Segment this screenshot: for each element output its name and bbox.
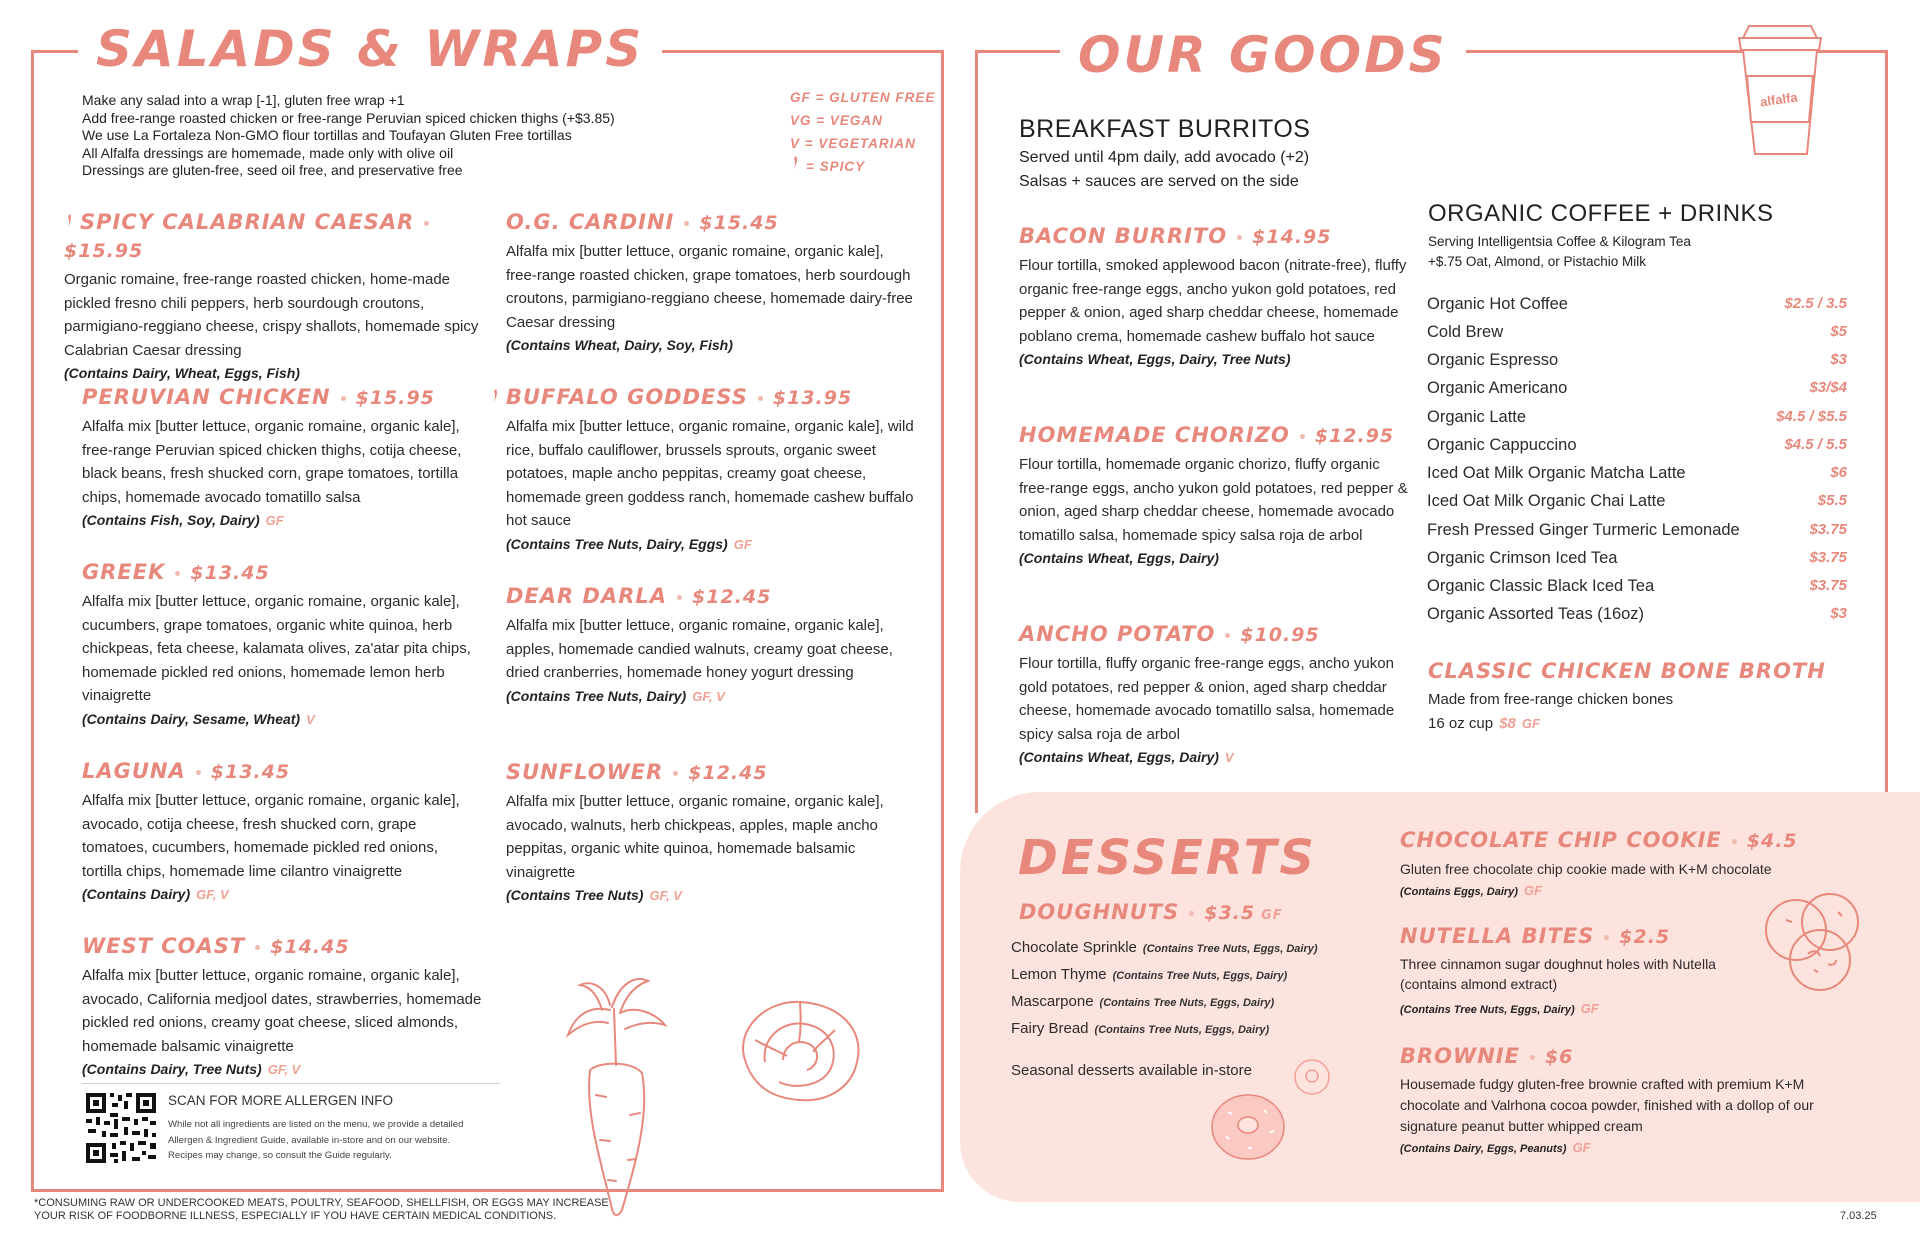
diet-tag: GF (1572, 1140, 1591, 1155)
doughnut-flavor (1011, 938, 1318, 959)
item-description: Gluten free chocolate chip cookie made with K+M chocolate (1400, 861, 1772, 877)
drink-price: $3.75 (1809, 549, 1847, 566)
intro-line: Add free-range roasted chicken or free-range Peruvian spiced chicken thighs (+$3.85) (82, 109, 615, 126)
separator-dot (175, 571, 180, 576)
drink-name: Organic Hot Coffee (1427, 295, 1568, 313)
drink-price: $3.75 (1809, 577, 1847, 594)
menu-item (82, 757, 482, 906)
item-name (82, 558, 482, 587)
menu-item (1400, 826, 1860, 903)
menu-item (506, 758, 916, 907)
legend-vg: VG = VEGAN (790, 113, 883, 128)
drink-price: $2.5 / 3.5 (1784, 295, 1847, 312)
item-title: BUFFALO GODDESS (506, 385, 748, 409)
chili-icon (490, 388, 500, 406)
item-allergens: (Contains Dairy, Sesame, Wheat) (82, 710, 301, 727)
item-price: $8 (1499, 714, 1516, 732)
item-description: Alfalfa mix [butter lettuce, organic romaine, organic kale], avocado, cotija cheese, fresh shucked corn, grape tomatoes, cucumbers, homemade pickled red onions, tortilla chips, homemade lime cilantro vinaigrette (82, 792, 460, 880)
cup-logo: alfalfa (1759, 89, 1799, 110)
item-name (82, 757, 482, 786)
flavor-allergens: (Contains Tree Nuts, Eggs, Dairy) (1099, 997, 1275, 1009)
drink-row (1427, 346, 1847, 374)
drink-name: Organic Americano (1427, 379, 1568, 397)
item-allergens: (Contains Tree Nuts, Dairy, Eggs) (506, 535, 728, 552)
drink-name: Organic Crimson Iced Tea (1427, 549, 1618, 567)
diet-tag: GF (1261, 908, 1283, 923)
item-description: Alfalfa mix [butter lettuce, organic romaine, organic kale], apples, homemade candied walnuts, creamy goat cheese, dried cranberries, homemade honey yogurt dressing (506, 617, 893, 681)
item-price: $6 (1544, 1046, 1574, 1068)
drink-name: Fresh Pressed Ginger Turmeric Lemonade (1427, 521, 1740, 539)
menu-item (1019, 421, 1414, 569)
item-price: $13.95 (772, 387, 853, 409)
item-title: BROWNIE (1400, 1044, 1520, 1068)
item-price: $15.95 (355, 387, 435, 409)
item-description: Made from free-range chicken bones (1428, 691, 1674, 708)
item-description: Flour tortilla, smoked applewood bacon (nitrate-free), fluffy organic free-range eggs, ancho yukon gold potatoes, red pepper & onion, aged sharp cheddar cheese, homemade poblano crema, homemade cashew buffalo hot sauce (1019, 257, 1407, 345)
item-allergens-line (1400, 1137, 1860, 1160)
item-allergens: (Contains Wheat, Eggs, Dairy, Tree Nuts) (1019, 351, 1291, 367)
separator-dot (1530, 1055, 1535, 1060)
drink-price: $3 (1830, 351, 1847, 368)
item-allergens: (Contains Wheat, Dairy, Soy, Fish) (506, 337, 733, 353)
legend-gf: GF = GLUTEN FREE (790, 90, 936, 105)
menu-item (82, 932, 482, 1081)
donut-outline-illustration (1292, 1057, 1332, 1097)
item-name (1019, 620, 1414, 649)
drink-row (1427, 459, 1847, 487)
separator-dot (1300, 434, 1305, 439)
item-allergens: (Contains Fish, Soy, Dairy) (82, 512, 260, 528)
drink-row (1427, 600, 1847, 628)
item-price: $12.45 (692, 586, 772, 608)
drink-row (1427, 403, 1847, 431)
diet-tag: GF, V (267, 1062, 301, 1077)
item-allergens-line (1400, 880, 1860, 903)
doughnut-flavor (1011, 965, 1287, 986)
separator-dot (424, 221, 429, 226)
diet-tag: GF (733, 536, 752, 552)
salads-intro (82, 92, 782, 180)
menu-item (1019, 620, 1414, 769)
drink-row (1427, 318, 1847, 346)
item-name (1400, 922, 1740, 951)
item-allergens: (Contains Wheat, Eggs, Dairy) (1019, 749, 1219, 765)
separator-dot (1732, 839, 1737, 844)
item-title: PERUVIAN CHICKEN (82, 385, 331, 409)
item-description: Three cinnamon sugar doughnut holes with Nutella (contains almond extract) (1400, 956, 1716, 992)
doughnuts-header (1019, 898, 1429, 930)
menu-item (1400, 922, 1740, 1021)
scan-text: While not all ingredients are listed on the menu, we provide a detailed Allergen & Ingredient Guide, available in-store and on our website. Recipes may change, so consult the Guide regularly. (168, 1119, 464, 1161)
drink-row (1427, 290, 1847, 318)
coffee-subtitle: +$.75 Oat, Almond, or Pistachio Milk (1428, 254, 1646, 269)
salads-title: SALADS & WRAPS (78, 24, 662, 74)
menu-item (1019, 222, 1414, 370)
diet-tag: GF (265, 513, 284, 528)
burritos-heading: BREAKFAST BURRITOS (1019, 115, 1311, 143)
diet-tag: GF, V (649, 888, 682, 903)
drink-row (1427, 374, 1847, 402)
item-title: CHOCOLATE CHIP COOKIE (1400, 828, 1722, 852)
item-price: $12.45 (688, 762, 768, 784)
item-name (1400, 826, 1860, 855)
item-description: Organic romaine, free-range roasted chicken, home-made pickled fresno chili peppers, herb sourdough croutons, parmigiano-reggiano cheese, crispy shallots, homemade spicy Calabrian Caesar dressing (64, 271, 479, 359)
separator-dot (1225, 633, 1230, 638)
drink-price: $3/$4 (1809, 379, 1847, 396)
drink-name: Cold Brew (1427, 323, 1504, 341)
item-description: Housemade fudgy gluten-free brownie crafted with premium K+M chocolate and Valrhona cocoa powder, finished with a dollop of our signature peanut butter whipped cream (1400, 1076, 1814, 1134)
item-name (1019, 898, 1429, 930)
burritos-subtitle: Served until 4pm daily, add avocado (+2) (1019, 149, 1310, 166)
item-description: Alfalfa mix [butter lettuce, organic romaine, organic kale], wild rice, buffalo cauliflower, brussels sprouts, organic sweet potatoes, maple ancho peppitas, creamy goat cheese, homemade green goddess ranch, homemade cashew buffalo hot sauce (506, 418, 914, 529)
doughnut-flavor (1011, 992, 1274, 1013)
drink-row (1427, 487, 1847, 515)
item-description: Alfalfa mix [butter lettuce, organic romaine, organic kale], cucumbers, grape tomatoes, organic white quinoa, herb chickpeas, feta cheese, kalamata olives, za'atar pita chips, homemade pickled red onions, homemade lemon herb vinaigrette (82, 593, 471, 704)
item-name (82, 383, 482, 412)
item-title: LAGUNA (82, 759, 186, 783)
allergen-divider (82, 1083, 500, 1084)
burritos-subtitle: Salsas + sauces are served on the side (1019, 173, 1299, 190)
goods-title: OUR GOODS (1060, 30, 1466, 80)
item-price: $13.45 (210, 761, 291, 783)
item-title: HOMEMADE CHORIZO (1019, 423, 1290, 447)
item-price: $14.45 (270, 936, 350, 958)
item-name (490, 383, 920, 412)
diet-tag: GF (1523, 883, 1543, 898)
cabbage-illustration (725, 990, 875, 1110)
menu-item (64, 208, 484, 384)
drink-name: Organic Assorted Teas (16oz) (1427, 605, 1645, 623)
diet-tag: GF (1580, 1001, 1599, 1016)
broth-size-line (1428, 712, 1848, 736)
drink-row (1427, 544, 1847, 572)
item-allergens: (Contains Tree Nuts, Dairy) (506, 687, 687, 704)
item-description: Alfalfa mix [butter lettuce, organic romaine, organic kale], avocado, California medjool dates, strawberries, homemade pickled red onions, creamy goat cheese, sliced almonds, homemade balsamic vinaigrette (82, 967, 482, 1055)
menu-item (506, 582, 916, 708)
item-price: $4.5 (1746, 830, 1798, 852)
item-allergens: (Contains Tree Nuts) (506, 887, 644, 903)
coffee-cup-illustration (1725, 14, 1835, 164)
drink-name: Organic Espresso (1427, 351, 1559, 369)
item-price: $15.45 (699, 212, 779, 234)
legend-spicy (790, 155, 935, 178)
diet-tag: V (1224, 750, 1234, 765)
drink-name: Iced Oat Milk Organic Matcha Latte (1427, 464, 1686, 482)
item-price: $2.5 (1619, 926, 1671, 948)
drink-price: $4.5 / 5.5 (1784, 436, 1847, 453)
intro-line: Make any salad into a wrap [-1], gluten free wrap +1 (82, 92, 405, 108)
flavor-name: Chocolate Sprinkle (1011, 939, 1137, 956)
item-name (506, 208, 916, 237)
item-name (64, 208, 484, 265)
diet-tag: V (306, 711, 315, 727)
separator-dot (341, 396, 346, 401)
desserts-title: DESSERTS (1018, 830, 1317, 886)
item-allergens-line (506, 884, 916, 907)
item-price: $12.95 (1314, 425, 1395, 447)
menu-item (82, 383, 482, 532)
item-allergens-line (82, 708, 482, 731)
drink-price: $6 (1830, 464, 1847, 481)
drink-row (1427, 572, 1847, 600)
carrot-illustration (550, 965, 690, 1220)
drink-price: $3 (1830, 605, 1847, 622)
doughnut-flavor (1011, 1019, 1269, 1040)
drink-row (1427, 516, 1847, 544)
item-description: Flour tortilla, fluffy organic free-range eggs, ancho yukon gold potatoes, red pepper & onion, aged sharp cheddar cheese, homemade avocado tomatillo salsa, homemade spicy salsa roja de arbol (1019, 655, 1395, 743)
item-price: $13.45 (190, 562, 270, 584)
intro-line: We use La Fortaleza Non-GMO flour tortillas and Toufayan Gluten Free tortillas (82, 127, 572, 144)
item-price: $10.95 (1240, 624, 1320, 646)
item-title: O.G. CARDINI (506, 210, 675, 234)
item-allergens-line (82, 509, 482, 532)
diet-tag: GF, V (692, 688, 725, 704)
diet-legend (790, 86, 935, 178)
separator-dot (673, 771, 678, 776)
flavor-name: Lemon Thyme (1011, 966, 1107, 983)
donut-illustration (1208, 1092, 1288, 1162)
intro-line: Dressings are gluten-free, seed oil free, and preservative free (82, 162, 463, 179)
separator-dot (684, 221, 689, 226)
separator-dot (1237, 235, 1242, 240)
item-title: CLASSIC CHICKEN BONE BROTH (1428, 659, 1826, 683)
intro-line: All Alfalfa dressings are homemade, made only with olive oil (82, 144, 454, 161)
item-title: NUTELLA BITES (1400, 924, 1595, 948)
menu-item (490, 383, 920, 556)
diet-tag: GF, V (196, 887, 229, 902)
item-allergens: (Contains Dairy) (82, 886, 191, 902)
flavor-allergens: (Contains Tree Nuts, Eggs, Dairy) (1094, 1024, 1270, 1036)
legend-spicy-label: = SPICY (806, 159, 866, 174)
menu-item (1400, 1042, 1860, 1160)
item-name (1019, 421, 1414, 450)
item-allergens-line (82, 1058, 482, 1081)
drink-name: Organic Latte (1427, 408, 1527, 426)
item-allergens-line (1400, 998, 1740, 1021)
seasonal-note: Seasonal desserts available in-store (1011, 1062, 1252, 1079)
item-allergens: (Contains Wheat, Eggs, Dairy) (1019, 550, 1219, 566)
disclaimer-line: *CONSUMING RAW OR UNDERCOOKED MEATS, POULTRY, SEAFOOD, SHELLFISH, OR EGGS MAY INCREASE (34, 1197, 609, 1209)
food-safety-disclaimer (34, 1197, 609, 1223)
legend-v: V = VEGETARIAN (790, 136, 916, 151)
coffee-heading: ORGANIC COFFEE + DRINKS (1428, 200, 1774, 227)
separator-dot (758, 396, 763, 401)
separator-dot (1604, 935, 1609, 940)
item-price: $3.5 (1204, 902, 1256, 924)
item-title: ANCHO POTATO (1019, 622, 1216, 646)
item-price: $15.95 (64, 240, 144, 262)
item-allergens: (Contains Dairy, Tree Nuts) (82, 1061, 262, 1077)
item-allergens-line (506, 685, 916, 708)
donut-holes-illustration (1758, 890, 1888, 995)
item-description: Alfalfa mix [butter lettuce, organic romaine, organic kale], free-range roasted chicken, grape tomatoes, herb sourdough croutons, parmigiano-reggiano cheese, homemade dairy-free Caesar dressing (506, 243, 913, 331)
item-title: GREEK (82, 560, 166, 584)
item-name (506, 758, 916, 787)
drink-name: Iced Oat Milk Organic Chai Latte (1427, 492, 1666, 510)
flavor-allergens: (Contains Tree Nuts, Eggs, Dairy) (1112, 970, 1288, 982)
item-allergens-line (1019, 746, 1414, 769)
flavor-allergens: (Contains Tree Nuts, Eggs, Dairy) (1142, 943, 1318, 955)
item-title: SPICY CALABRIAN CAESAR (80, 210, 415, 234)
broth-size: 16 oz cup (1428, 714, 1494, 732)
separator-dot (1189, 911, 1194, 916)
drink-price: $5 (1830, 323, 1847, 340)
drink-price: $4.5 / $5.5 (1776, 408, 1847, 425)
item-name (82, 932, 482, 961)
item-allergens-line (82, 883, 482, 906)
item-allergens: (Contains Tree Nuts, Eggs, Dairy) (1400, 1004, 1575, 1016)
item-title: BACON BURRITO (1019, 224, 1228, 248)
item-allergens: (Contains Eggs, Dairy) (1400, 886, 1518, 898)
separator-dot (255, 945, 260, 950)
flavor-name: Mascarpone (1011, 993, 1094, 1010)
item-title: DEAR DARLA (506, 584, 667, 608)
item-title: WEST COAST (82, 934, 246, 958)
item-allergens-line (490, 533, 920, 556)
qr-code[interactable] (84, 1091, 158, 1165)
chili-icon (790, 155, 800, 173)
menu-item (1428, 657, 1848, 735)
drink-row (1427, 431, 1847, 459)
item-description: Alfalfa mix [butter lettuce, organic romaine, organic kale], avocado, walnuts, herb chickpeas, apples, maple ancho peppitas, organic white quinoa, homemade balsamic vinaigrette (506, 793, 884, 881)
menu-version: 7.03.25 (1840, 1210, 1877, 1222)
item-price: $14.95 (1252, 226, 1332, 248)
separator-dot (196, 770, 201, 775)
drink-name: Organic Cappuccino (1427, 436, 1577, 454)
item-name (1400, 1042, 1860, 1071)
item-title: DOUGHNUTS (1019, 900, 1180, 924)
item-description: Alfalfa mix [butter lettuce, organic romaine, organic kale], free-range Peruvian spiced chicken thighs, cotija cheese, black beans, fresh shucked corn, grape tomatoes, tortilla chips, homemade avocado tomatillo salsa (82, 418, 462, 506)
item-name (1019, 222, 1414, 251)
diet-tag: GF (1521, 715, 1540, 731)
coffee-subtitle: Serving Intelligentsia Coffee & Kilogram Tea (1428, 234, 1691, 249)
disclaimer-line: YOUR RISK OF FOODBORNE ILLNESS, ESPECIALLY IF YOU HAVE CERTAIN MEDICAL CONDITIONS. (34, 1210, 557, 1222)
chili-icon (64, 213, 74, 231)
separator-dot (677, 595, 682, 600)
flavor-name: Fairy Bread (1011, 1020, 1089, 1037)
item-allergens: (Contains Dairy, Eggs, Peanuts) (1400, 1143, 1567, 1155)
item-title: SUNFLOWER (506, 760, 664, 784)
item-name (506, 582, 916, 611)
menu-item (506, 208, 916, 356)
menu-item (82, 558, 482, 731)
item-allergens: (Contains Dairy, Wheat, Eggs, Fish) (64, 365, 300, 381)
scan-title: SCAN FOR MORE ALLERGEN INFO (168, 1093, 394, 1108)
drink-price: $5.5 (1817, 492, 1847, 509)
drink-name: Organic Classic Black Iced Tea (1427, 577, 1655, 595)
item-description: Flour tortilla, homemade organic chorizo, fluffy organic free-range eggs, ancho yukon gold potatoes, red pepper & onion, aged sharp cheddar cheese, homemade avocado tomatillo salsa, homemade spicy salsa roja de arbol (1019, 456, 1408, 544)
drink-price: $3.75 (1809, 521, 1847, 538)
